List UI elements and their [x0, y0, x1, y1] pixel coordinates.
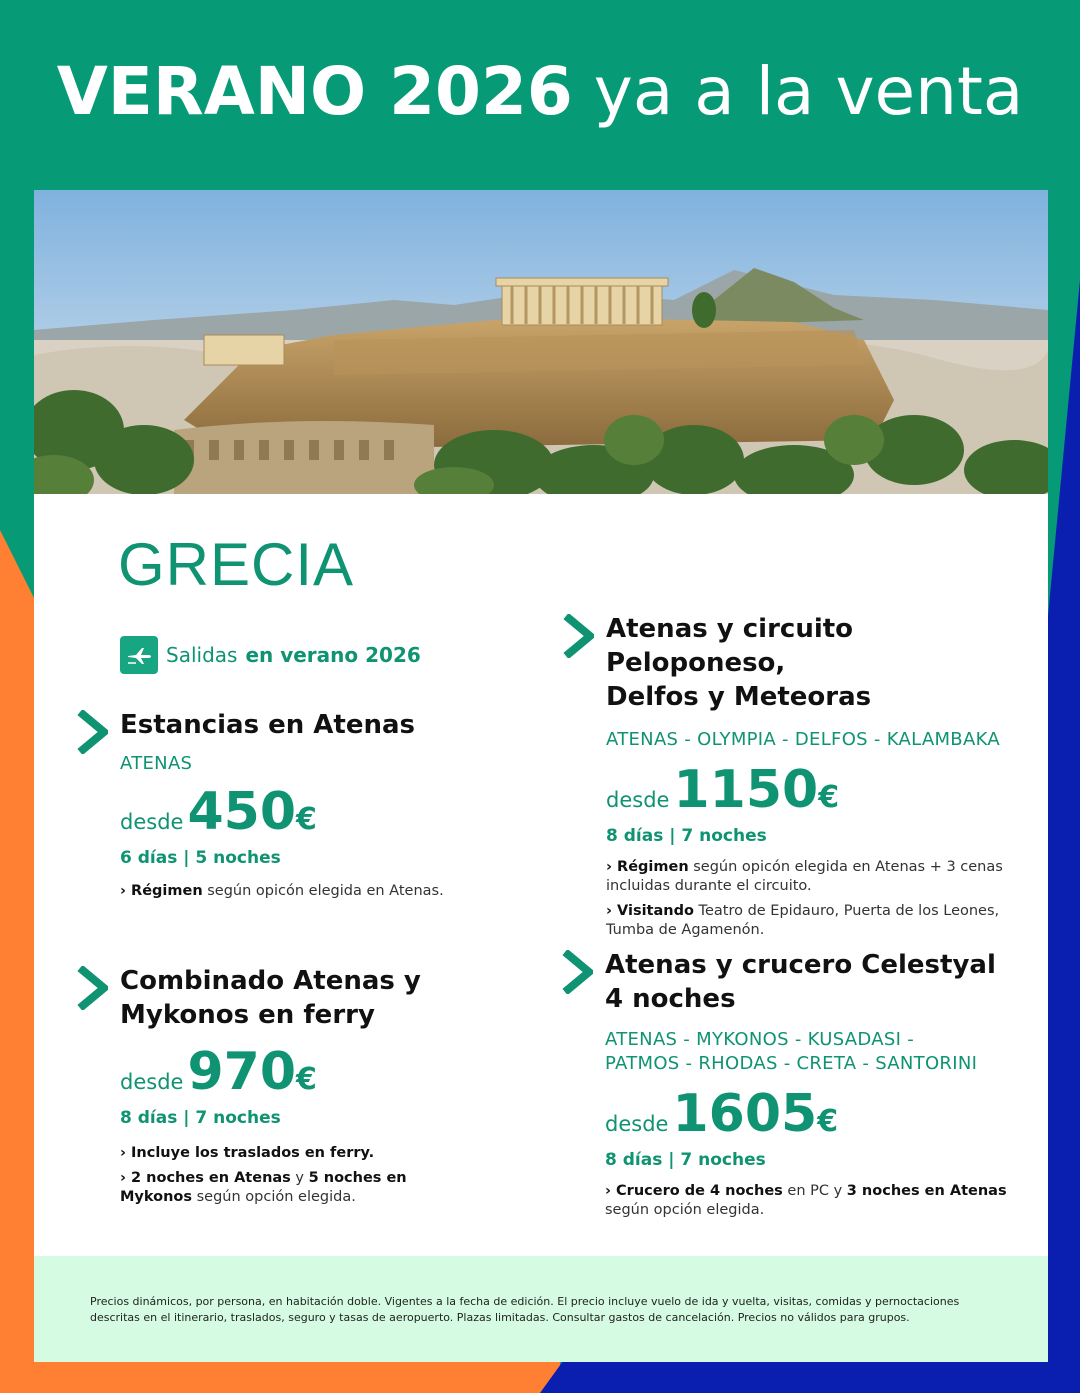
- price-currency: €: [817, 1104, 839, 1139]
- price-prefix: desde: [605, 1112, 669, 1136]
- offer-card: [34, 190, 1048, 1362]
- price-prefix: desde: [120, 1070, 184, 1094]
- departures-badge: [120, 636, 421, 674]
- departures-prefix: Salidas: [166, 643, 238, 667]
- offer-price: [120, 1042, 480, 1102]
- offer-note: [605, 1182, 1025, 1220]
- offer-estancias-atenas[interactable]: [120, 708, 500, 901]
- offer-price: [606, 760, 1026, 820]
- offer-title-line1: Combinado Atenas y: [120, 966, 421, 996]
- offer-title: Estancias en Atenas: [120, 710, 416, 740]
- offer-title-line1: Atenas y crucero Celestyal: [605, 950, 996, 980]
- note-text: según opicón elegida en Atenas + 3 cenas incluidas durante el circuito.: [606, 859, 1003, 894]
- chevron-right-icon: [561, 950, 593, 994]
- chevron-right-icon: [562, 614, 594, 658]
- price-currency: €: [296, 1062, 317, 1097]
- note-bold: › Régimen: [120, 883, 203, 899]
- note-text: en PC y: [782, 1183, 847, 1199]
- note-bold: › Visitando: [606, 903, 694, 919]
- offer-crucero-celestyal[interactable]: [605, 948, 1025, 1220]
- offer-duration: 8 días | 7 noches: [606, 826, 767, 846]
- note-text: según opicón elegida en Atenas.: [202, 883, 444, 899]
- offer-route: ATENAS - OLYMPIA - DELFOS - KALAMBAKA: [606, 729, 1000, 750]
- offer-route: [605, 1028, 1025, 1076]
- offer-duration: 6 días | 5 noches: [120, 848, 281, 868]
- offer-note: [120, 1169, 480, 1207]
- headline: [0, 50, 1080, 134]
- price-prefix: desde: [120, 810, 184, 834]
- offer-duration: 8 días | 7 noches: [605, 1150, 766, 1170]
- note-bold: › Incluye los traslados en ferry.: [120, 1145, 375, 1161]
- offer-duration: 8 días | 7 noches: [120, 1108, 281, 1128]
- price-value: 1605: [672, 1084, 818, 1144]
- chevron-right-icon: [76, 710, 108, 754]
- note-bold: › Crucero de 4 noches: [605, 1183, 783, 1199]
- offer-price: [605, 1084, 1025, 1144]
- offer-route-line1: ATENAS - MYKONOS - KUSADASI -: [605, 1029, 915, 1050]
- note-text-2: según opción elegida.: [192, 1189, 356, 1205]
- offer-note: [120, 882, 500, 901]
- offer-title-line2: Mykonos en ferry: [120, 1000, 375, 1030]
- acropolis-photo: [34, 190, 1048, 494]
- price-value: 970: [187, 1042, 296, 1102]
- offer-title-line1: Atenas y circuito Peloponeso,: [606, 614, 854, 678]
- note-text-2: según opción elegida.: [605, 1202, 765, 1218]
- price-value: 450: [187, 782, 296, 842]
- offer-price: [120, 782, 500, 842]
- headline-rest: ya a la venta: [593, 53, 1024, 130]
- price-value: 1150: [673, 760, 819, 820]
- plane-icon: [120, 636, 158, 674]
- note-bold-2: 5 noches en Mykonos: [120, 1170, 407, 1205]
- offer-circuito-peloponeso[interactable]: [606, 612, 1026, 940]
- note-bold: › Régimen: [606, 859, 689, 875]
- offer-route-line2: PATMOS - RHODAS - CRETA - SANTORINI: [605, 1053, 978, 1074]
- price-currency: €: [818, 780, 840, 815]
- offer-route: ATENAS: [120, 753, 193, 774]
- departures-highlight: en verano 2026: [245, 643, 421, 667]
- note-bold: › 2 noches en Atenas: [120, 1170, 291, 1186]
- country-title: GRECIA: [118, 531, 355, 598]
- note-text: Teatro de Epidauro, Puerta de los Leones, Tumba de Agamenón.: [606, 903, 1000, 938]
- offer-combinado-atenas-mykonos[interactable]: [120, 964, 480, 1207]
- note-bold-2: 3 noches en Atenas: [846, 1183, 1007, 1199]
- offer-note: [606, 858, 1026, 896]
- price-prefix: desde: [606, 788, 670, 812]
- chevron-right-icon: [76, 966, 108, 1010]
- footer-disclaimer: Precios dinámicos, por persona, en habitación doble. Vigentes a la fecha de edición. El precio incluye vuelo de ida y vuelta, visitas, comidas y pernoctaciones descritas en el itinerario, traslados, seguro y tasas de aeropuerto. Plazas limitadas. Consultar gastos de cancelación. Precios no válidos para grupos.: [34, 1256, 1048, 1362]
- headline-bold: VERANO 2026: [56, 53, 573, 130]
- note-text: y: [290, 1170, 309, 1186]
- offer-title-line2: Delfos y Meteoras: [606, 682, 872, 712]
- offer-note: [606, 902, 1026, 940]
- price-currency: €: [296, 802, 317, 837]
- offer-note: [120, 1144, 480, 1163]
- offer-title-line2: 4 noches: [605, 984, 736, 1014]
